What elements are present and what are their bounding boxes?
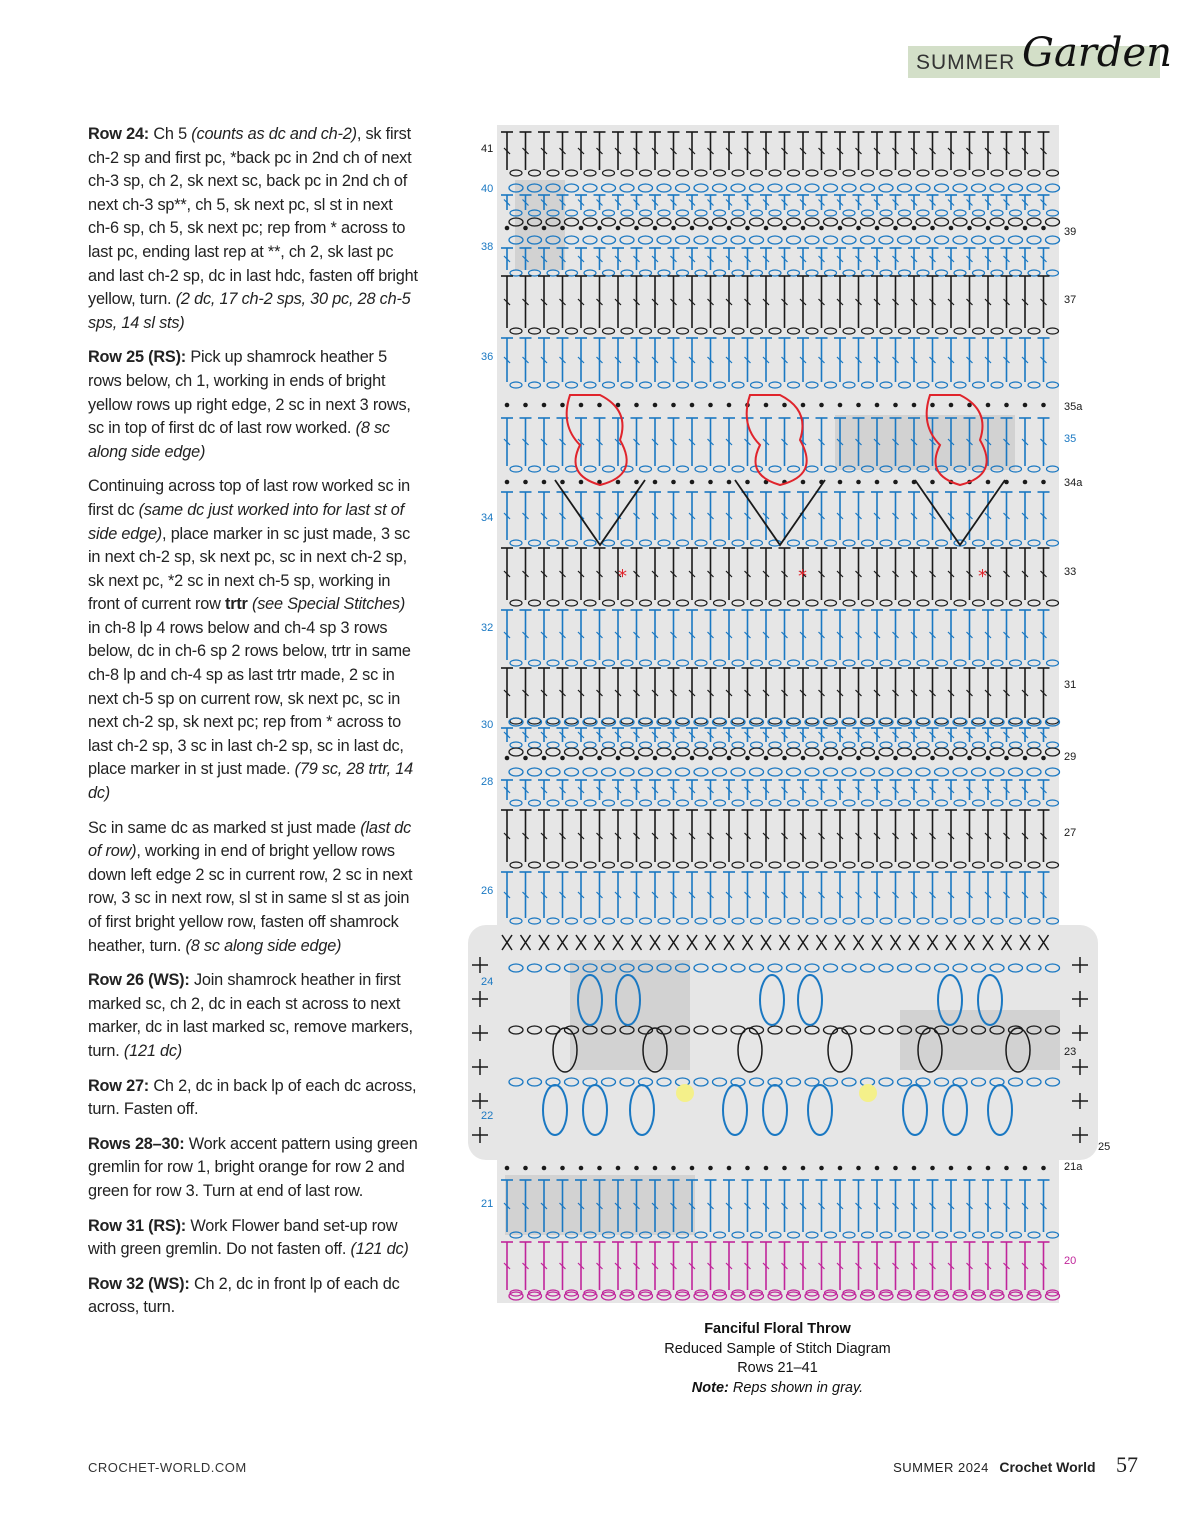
note-label: Note: [691, 1379, 729, 1396]
slip-stitch [708, 756, 713, 761]
instruction-text: Continuing across top of last row worked sc in first dc [88, 477, 411, 519]
slip-stitch [764, 403, 769, 408]
slip-stitch [912, 403, 917, 408]
italic-note: (last dc of row) [88, 818, 412, 861]
row-label-right: 34a [1064, 477, 1083, 489]
row-label-right: 39 [1064, 226, 1077, 238]
row-label-left: 30 [481, 719, 494, 731]
slip-stitch [634, 756, 639, 761]
caption-note [600, 1379, 955, 1399]
row-heading: Rows 28–30: [88, 1134, 185, 1153]
instruction-paragraph [88, 475, 418, 805]
slip-stitch [634, 403, 639, 408]
slip-stitch [727, 403, 732, 408]
footer-website: CROCHET-WORLD.COM [88, 1460, 247, 1475]
italic-note: (same dc just worked into for last st of side edge) [88, 500, 404, 543]
slip-stitch [634, 480, 639, 485]
slip-stitch [727, 1166, 732, 1171]
slip-stitch [579, 226, 584, 231]
slip-stitch [653, 226, 658, 231]
slip-stitch [634, 1166, 639, 1171]
slip-stitch [671, 756, 676, 761]
slip-stitch [1004, 403, 1009, 408]
slip-stitch [782, 756, 787, 761]
slip-stitch [616, 756, 621, 761]
italic-note: (121 dc) [350, 1240, 409, 1259]
slip-stitch [949, 226, 954, 231]
slip-stitch [819, 226, 824, 231]
slip-stitch [671, 1166, 676, 1171]
slip-stitch [542, 1166, 547, 1171]
slip-stitch [930, 756, 935, 761]
slip-stitch [616, 226, 621, 231]
page-number: 57 [1116, 1452, 1138, 1477]
row-label-right: 37 [1064, 294, 1077, 306]
slip-stitch [875, 1166, 880, 1171]
slip-stitch [838, 480, 843, 485]
slip-stitch [579, 1166, 584, 1171]
slip-stitch [542, 226, 547, 231]
slip-stitch [542, 480, 547, 485]
footer-magazine: Crochet World [999, 1459, 1096, 1475]
slip-stitch [505, 480, 510, 485]
slip-stitch [523, 480, 528, 485]
italic-note: (see Special Stitches) [252, 595, 406, 614]
instruction-text: in ch-8 lp 4 rows below and ch-4 sp 3 rows below, dc in ch-6 sp 2 rows below, trtr in same ch-8 lp and ch-4 sp as last trtr made, 2 sc in next ch-5 sp on current row, sk next pc, sc in next ch-2 sp, sk next pc; rep from * across to last ch-2 sp, 3 sc in last ch-2 sp, sc in last dc, place marker in st just made. [88, 618, 411, 779]
italic-note: (2 dc, 17 ch-2 sps, 30 pc, 28 ch-5 sps, 14 sl sts) [88, 290, 411, 332]
row-label-right: 21a [1064, 1161, 1083, 1173]
slip-stitch [653, 1166, 658, 1171]
slip-stitch [690, 1166, 695, 1171]
slip-stitch [671, 403, 676, 408]
instruction-text: Pick up shamrock heather 5 rows below, ch 1, working in ends of bright yellow rows up right edge, 2 sc in next 3 rows, sc in top of first dc of last row worked. [88, 348, 411, 438]
row-heading: trtr [224, 595, 248, 614]
slip-stitch [949, 756, 954, 761]
row-label-left: 41 [481, 143, 494, 155]
slip-stitch [893, 226, 898, 231]
slip-stitch [505, 403, 510, 408]
slip-stitch [745, 756, 750, 761]
slip-stitch [819, 1166, 824, 1171]
slip-stitch [930, 1166, 935, 1171]
stitch-diagram [460, 120, 1110, 1310]
slip-stitch [1023, 1166, 1028, 1171]
slip-stitch [690, 756, 695, 761]
slip-stitch [708, 226, 713, 231]
row-heading: Row 32 (WS): [88, 1274, 190, 1293]
pattern-instructions [88, 123, 418, 1331]
slip-stitch [764, 1166, 769, 1171]
caption-rows: Rows 21–41 [737, 1360, 818, 1376]
row-label-right: 35a [1064, 401, 1083, 413]
row-label-left: 26 [481, 885, 494, 897]
slip-stitch [1041, 226, 1046, 231]
asterisk-marker: * [798, 566, 807, 587]
slip-stitch [616, 480, 621, 485]
slip-stitch [838, 756, 843, 761]
slip-stitch [930, 480, 935, 485]
slip-stitch [690, 480, 695, 485]
slip-stitch [856, 403, 861, 408]
note-text: Reps shown in gray. [728, 1379, 864, 1396]
slip-stitch [986, 403, 991, 408]
slip-stitch [967, 1166, 972, 1171]
footer-issue: SUMMER 2024 [893, 1460, 989, 1475]
row-label-left: 24 [481, 976, 494, 988]
slip-stitch [986, 226, 991, 231]
instruction-text: Join shamrock heather in first marked sc, ch 2, dc in each st across to next marker, dc in last marked sc, remove markers, turn. [88, 971, 413, 1060]
instruction-paragraph [88, 1133, 418, 1204]
diagram-caption [600, 1320, 955, 1398]
slip-stitch [671, 226, 676, 231]
slip-stitch [523, 403, 528, 408]
row-label-left: 38 [481, 241, 494, 253]
slip-stitch [1041, 756, 1046, 761]
slip-stitch [597, 756, 602, 761]
slip-stitch [875, 226, 880, 231]
footer-issue-info [893, 1452, 1138, 1478]
slip-stitch [801, 756, 806, 761]
row-heading: Row 26 (WS): [88, 971, 190, 990]
row-label-left: 40 [481, 183, 494, 195]
slip-stitch [560, 1166, 565, 1171]
instruction-paragraph [88, 123, 418, 335]
slip-stitch [838, 1166, 843, 1171]
slip-stitch [893, 756, 898, 761]
slip-stitch [634, 226, 639, 231]
slip-stitch [597, 1166, 602, 1171]
caption-subtitle: Reduced Sample of Stitch Diagram [664, 1340, 891, 1357]
italic-note: (121 dc) [123, 1041, 183, 1060]
slip-stitch [801, 1166, 806, 1171]
italic-note: (8 sc along side edge) [185, 936, 342, 955]
slip-stitch [653, 480, 658, 485]
slip-stitch [727, 756, 732, 761]
instruction-text: Sc in same dc as marked st just made [88, 818, 361, 837]
instruction-paragraph [88, 1273, 418, 1320]
slip-stitch [505, 1166, 510, 1171]
slip-stitch [1023, 480, 1028, 485]
slip-stitch [1041, 480, 1046, 485]
slip-stitch [745, 480, 750, 485]
instruction-text: Ch 2, dc in front lp of each dc across, turn. [88, 1274, 400, 1317]
rep-shading [570, 960, 690, 1070]
slip-stitch [708, 1166, 713, 1171]
slip-stitch [653, 403, 658, 408]
yellow-highlight [859, 1084, 877, 1102]
slip-stitch [856, 480, 861, 485]
slip-stitch [819, 403, 824, 408]
row-label-right: 33 [1064, 566, 1077, 578]
asterisk-marker: * [978, 566, 987, 587]
slip-stitch [838, 226, 843, 231]
slip-stitch [560, 756, 565, 761]
slip-stitch [542, 756, 547, 761]
slip-stitch [801, 226, 806, 231]
slip-stitch [579, 403, 584, 408]
slip-stitch [1004, 1166, 1009, 1171]
slip-stitch [912, 226, 917, 231]
slip-stitch [560, 480, 565, 485]
row-heading: Row 25 (RS): [88, 348, 187, 367]
slip-stitch [1023, 403, 1028, 408]
slip-stitch [745, 1166, 750, 1171]
row-label-left: 34 [481, 512, 494, 524]
slip-stitch [653, 756, 658, 761]
row-label-right: 31 [1064, 679, 1077, 691]
summer-garden-logo [908, 30, 1172, 78]
slip-stitch [912, 756, 917, 761]
slip-stitch [782, 226, 787, 231]
row-label-left: 32 [481, 622, 494, 634]
row-label-right: 35 [1064, 433, 1077, 445]
instruction-text: , place marker in sc just made, 3 sc in next ch-2 sp, sk next pc, sc in next ch-2 sp, sk next pc, *2 sc in next ch-5 sp, working in front of current row [88, 524, 411, 614]
row-heading: Row 27: [88, 1076, 150, 1095]
row-label-left: 28 [481, 776, 494, 788]
slip-stitch [764, 756, 769, 761]
slip-stitch [949, 403, 954, 408]
slip-stitch [967, 756, 972, 761]
row-label-left: 36 [481, 351, 494, 363]
slip-stitch [1023, 226, 1028, 231]
slip-stitch [560, 226, 565, 231]
slip-stitch [875, 480, 880, 485]
slip-stitch [523, 756, 528, 761]
slip-stitch [893, 1166, 898, 1171]
slip-stitch [893, 480, 898, 485]
slip-stitch [1004, 756, 1009, 761]
caption-title: Fanciful Floral Throw [704, 1321, 851, 1337]
rep-shading [900, 1010, 1060, 1070]
slip-stitch [912, 1166, 917, 1171]
slip-stitch [838, 403, 843, 408]
slip-stitch [819, 756, 824, 761]
row-heading: Row 31 (RS): [88, 1216, 187, 1235]
row-label-left: 22 [481, 1110, 494, 1122]
slip-stitch [1041, 1166, 1046, 1171]
slip-stitch [1004, 226, 1009, 231]
slip-stitch [505, 226, 510, 231]
slip-stitch [745, 226, 750, 231]
logo-word-garden: Garden [1022, 30, 1172, 76]
slip-stitch [542, 403, 547, 408]
slip-stitch [727, 480, 732, 485]
slip-stitch [986, 480, 991, 485]
slip-stitch [782, 1166, 787, 1171]
slip-stitch [523, 226, 528, 231]
instruction-paragraph [88, 1075, 418, 1122]
slip-stitch [875, 756, 880, 761]
slip-stitch [930, 226, 935, 231]
slip-stitch [893, 403, 898, 408]
slip-stitch [616, 1166, 621, 1171]
slip-stitch [671, 480, 676, 485]
instruction-paragraph [88, 1215, 418, 1262]
italic-note: (8 sc along side edge) [88, 419, 390, 461]
slip-stitch [967, 226, 972, 231]
slip-stitch [690, 226, 695, 231]
slip-stitch [986, 1166, 991, 1171]
slip-stitch [1023, 756, 1028, 761]
instruction-paragraph [88, 817, 418, 959]
slip-stitch [875, 403, 880, 408]
slip-stitch [708, 403, 713, 408]
italic-note: (79 sc, 28 trtr, 14 dc) [88, 760, 414, 803]
slip-stitch [579, 480, 584, 485]
slip-stitch [505, 756, 510, 761]
slip-stitch [560, 403, 565, 408]
logo-word-summer: SUMMER [916, 51, 1016, 74]
instruction-text: Ch 5 [149, 125, 192, 143]
slip-stitch [986, 756, 991, 761]
instruction-text: , working in end of bright yellow rows down left edge 2 sc in current row, 2 sc in next row, 3 sc in next row, sl st in same sl st as join of first bright yellow row, fasten off shamrock heather, turn. [88, 842, 413, 955]
slip-stitch [708, 480, 713, 485]
row-label-right: 27 [1064, 827, 1077, 839]
row-label-right: 29 [1064, 751, 1077, 763]
slip-stitch [801, 480, 806, 485]
row-heading: Row 24: [88, 125, 150, 143]
slip-stitch [930, 403, 935, 408]
slip-stitch [801, 403, 806, 408]
row-label-right: 20 [1064, 1255, 1077, 1267]
row-label-right: 23 [1064, 1046, 1077, 1058]
row-label-left: 21 [481, 1198, 494, 1210]
slip-stitch [597, 403, 602, 408]
slip-stitch [856, 226, 861, 231]
instruction-text: Work accent pattern using green gremlin for row 1, bright orange for row 2 and green for row 3. Turn at end of last row. [88, 1134, 418, 1200]
instruction-paragraph [88, 346, 418, 464]
slip-stitch [597, 226, 602, 231]
slip-stitch [764, 226, 769, 231]
slip-stitch [856, 1166, 861, 1171]
asterisk-marker: * [618, 566, 627, 587]
slip-stitch [523, 1166, 528, 1171]
instruction-paragraph [88, 969, 418, 1063]
slip-stitch [727, 226, 732, 231]
slip-stitch [579, 756, 584, 761]
instruction-text: , sk first ch-2 sp and first pc, *back pc in 2nd ch of next ch-3 sp, ch 2, sk next sc, back pc in 2nd ch of next ch-3 sp**, ch 5, sk next pc, sl st in next ch-6 sp, ch 5, sk next pc; rep from * across to last pc, ending last rep at **, ch 2, sk last pc and last ch-2 sp, dc in last hdc, fasten off bright yellow, turn. [88, 125, 418, 309]
slip-stitch [1041, 403, 1046, 408]
slip-stitch [949, 1166, 954, 1171]
slip-stitch [782, 403, 787, 408]
slip-stitch [856, 756, 861, 761]
instruction-text: Ch 2, dc in back lp of each dc across, turn. Fasten off. [88, 1076, 417, 1119]
instruction-text: Work Flower band set-up row with green gremlin. Do not fasten off. [88, 1216, 398, 1259]
yellow-highlight [676, 1084, 694, 1102]
italic-note: (counts as dc and ch-2) [191, 125, 357, 143]
row-label-right: 25 [1098, 1141, 1110, 1153]
slip-stitch [690, 403, 695, 408]
